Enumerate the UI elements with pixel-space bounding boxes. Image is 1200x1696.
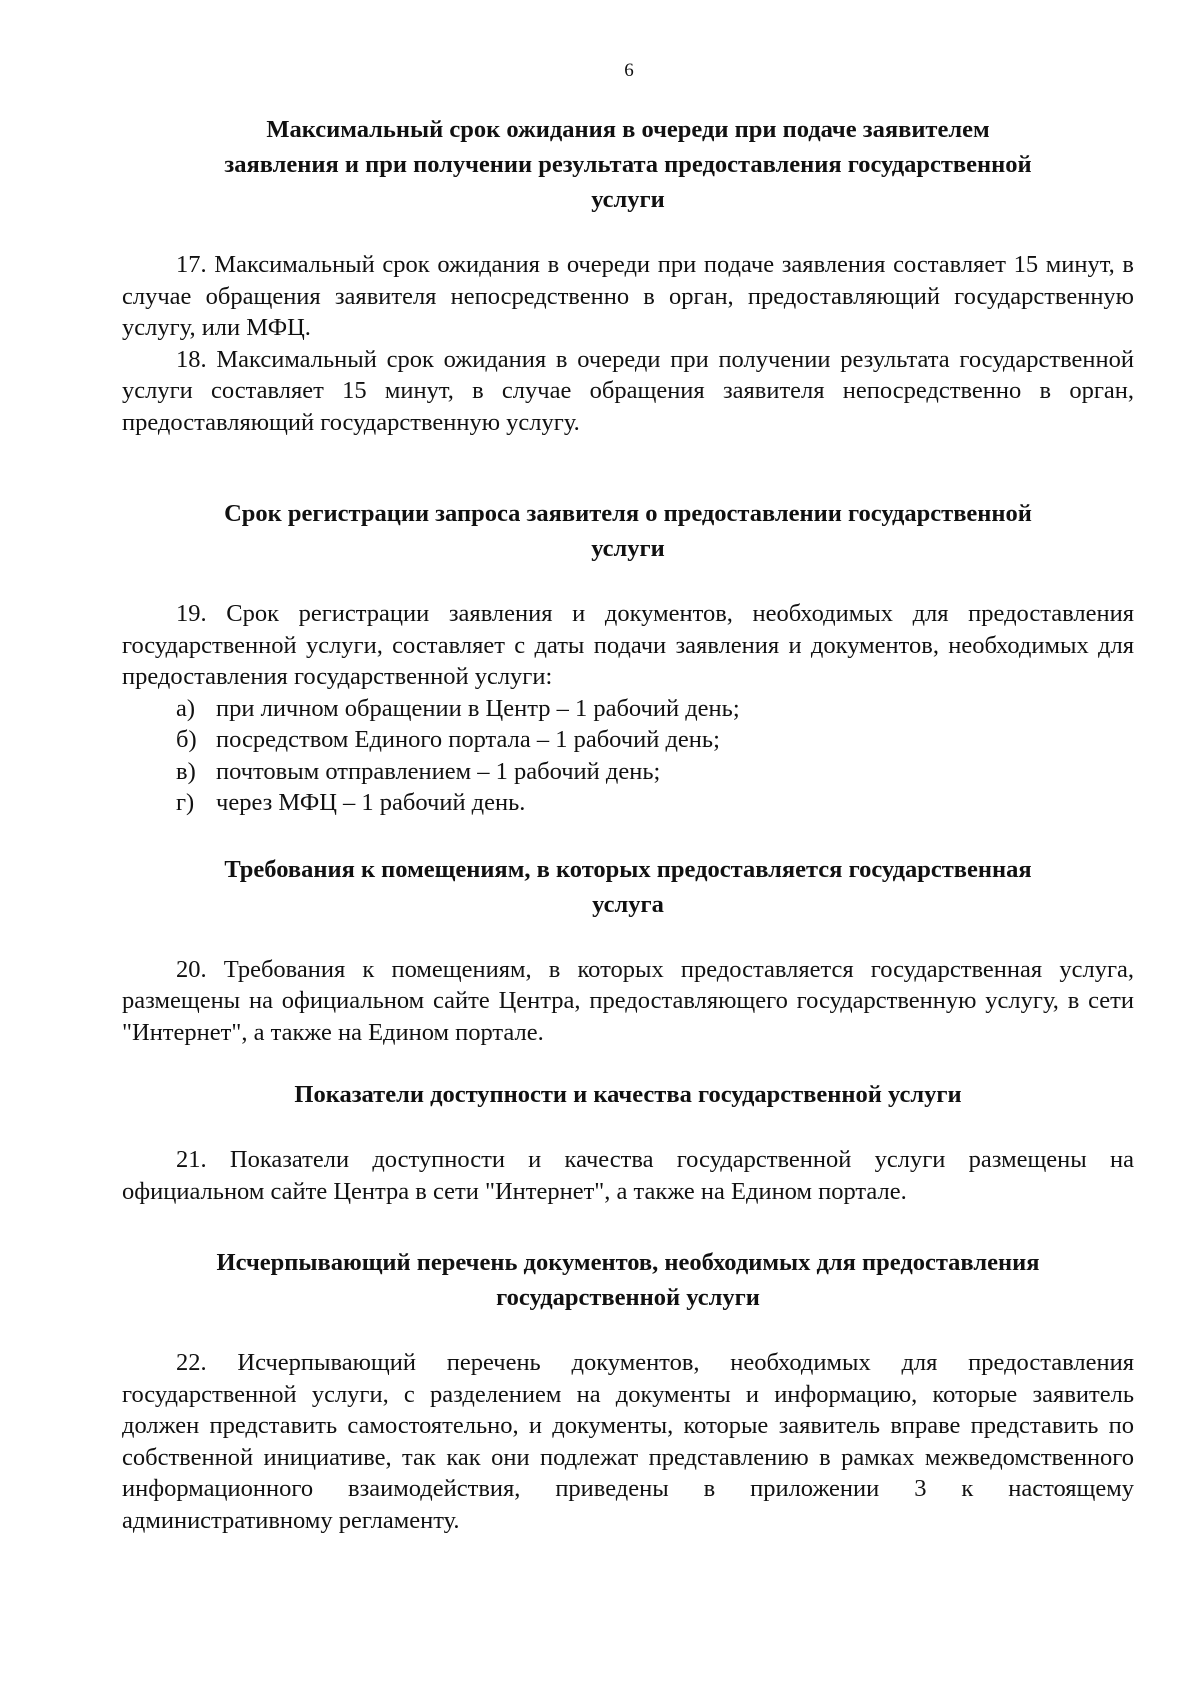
paragraph-17: 17. Максимальный срок ожидания в очереди при подаче заявления составляет 15 минут, в случае обращения заявителя непосредственно в орган, предоставляющий государственную услугу, или МФЦ. [122, 251, 1134, 341]
paragraph-18: 18. Максимальный срок ожидания в очереди при получении результата государственной услуги составляет 15 минут, в случае обращения заявителя непосредственно в орган, предоставляющий государственную услугу. [122, 345, 1134, 436]
page-number: 6 [624, 60, 634, 81]
list-item [122, 756, 1134, 788]
list-item-text: через МФЦ – 1 рабочий день. [216, 789, 526, 816]
section-heading [122, 112, 1134, 217]
section-premises-requirements [122, 852, 1134, 1049]
list-marker: г) [176, 789, 195, 816]
heading-line: заявления и при получении результата предоставления государственной [224, 151, 1032, 178]
list-item [122, 787, 1134, 819]
list-item-text: при личном обращении в Центр – 1 рабочий день; [216, 694, 740, 722]
heading-line: услуга [592, 890, 664, 918]
list-marker: в) [176, 757, 196, 785]
paragraph-21: 21. Показатели доступности и качества государственной услуги размещены на официальном сайте Центра в сети "Интернет", а также на Едином портале. [122, 1146, 1134, 1205]
section-registration-term [122, 496, 1134, 819]
section-documents-list [122, 1245, 1134, 1536]
heading-line: Требования к помещениям, в которых предоставляется государственная [224, 855, 1032, 883]
heading-line: государственной услуги [496, 1284, 760, 1311]
section-queue-wait [122, 112, 1134, 438]
list-marker: а) [176, 694, 196, 722]
heading-line: Срок регистрации запроса заявителя о предоставлении государственной [224, 500, 1032, 527]
list-item-text: посредством Единого портала – 1 рабочий день; [216, 726, 720, 753]
heading-line: услуги [591, 535, 665, 562]
paragraph-22: 22. Исчерпывающий перечень документов, необходимых для предоставления государственной услуги, с разделением на документы и информацию, которые заявитель должен представить самостоятельно, и документы, которые заявитель вправе представить по собственной инициативе, так как они подлежат представлению в рамках межведомственного информационного взаимодействия, приведены в приложении 3 к настоящему административному регламенту. [122, 1349, 1134, 1534]
paragraph-20: 20. Требования к помещениям, в которых предоставляется государственная услуга, размещены на официальном сайте Центра, предоставляющего государственную услугу, в сети "Интернет", а также на Едином портале. [122, 955, 1134, 1046]
heading-line: Максимальный срок ожидания в очереди при подаче заявителем [266, 116, 990, 143]
list-item [122, 724, 1134, 756]
registration-term-list [122, 693, 1134, 819]
heading-line: услуги [591, 186, 665, 213]
list-item [122, 693, 1134, 725]
list-item-text: почтовым отправлением – 1 рабочий день; [216, 757, 661, 785]
heading-line: Показатели доступности и качества государственной услуги [294, 1081, 962, 1108]
section-heading [122, 1245, 1134, 1315]
section-heading [122, 852, 1134, 922]
paragraph-19: 19. Срок регистрации заявления и документов, необходимых для предоставления государственной услуги, составляет с даты подачи заявления и документов, необходимых для предоставления государственной услуги: [122, 600, 1134, 690]
list-marker: б) [176, 726, 197, 753]
section-heading [122, 1077, 1134, 1112]
document-body [122, 112, 1134, 1536]
heading-line: Исчерпывающий перечень документов, необходимых для предоставления [216, 1249, 1040, 1276]
section-heading [122, 496, 1134, 566]
section-accessibility-indicators [122, 1077, 1134, 1207]
